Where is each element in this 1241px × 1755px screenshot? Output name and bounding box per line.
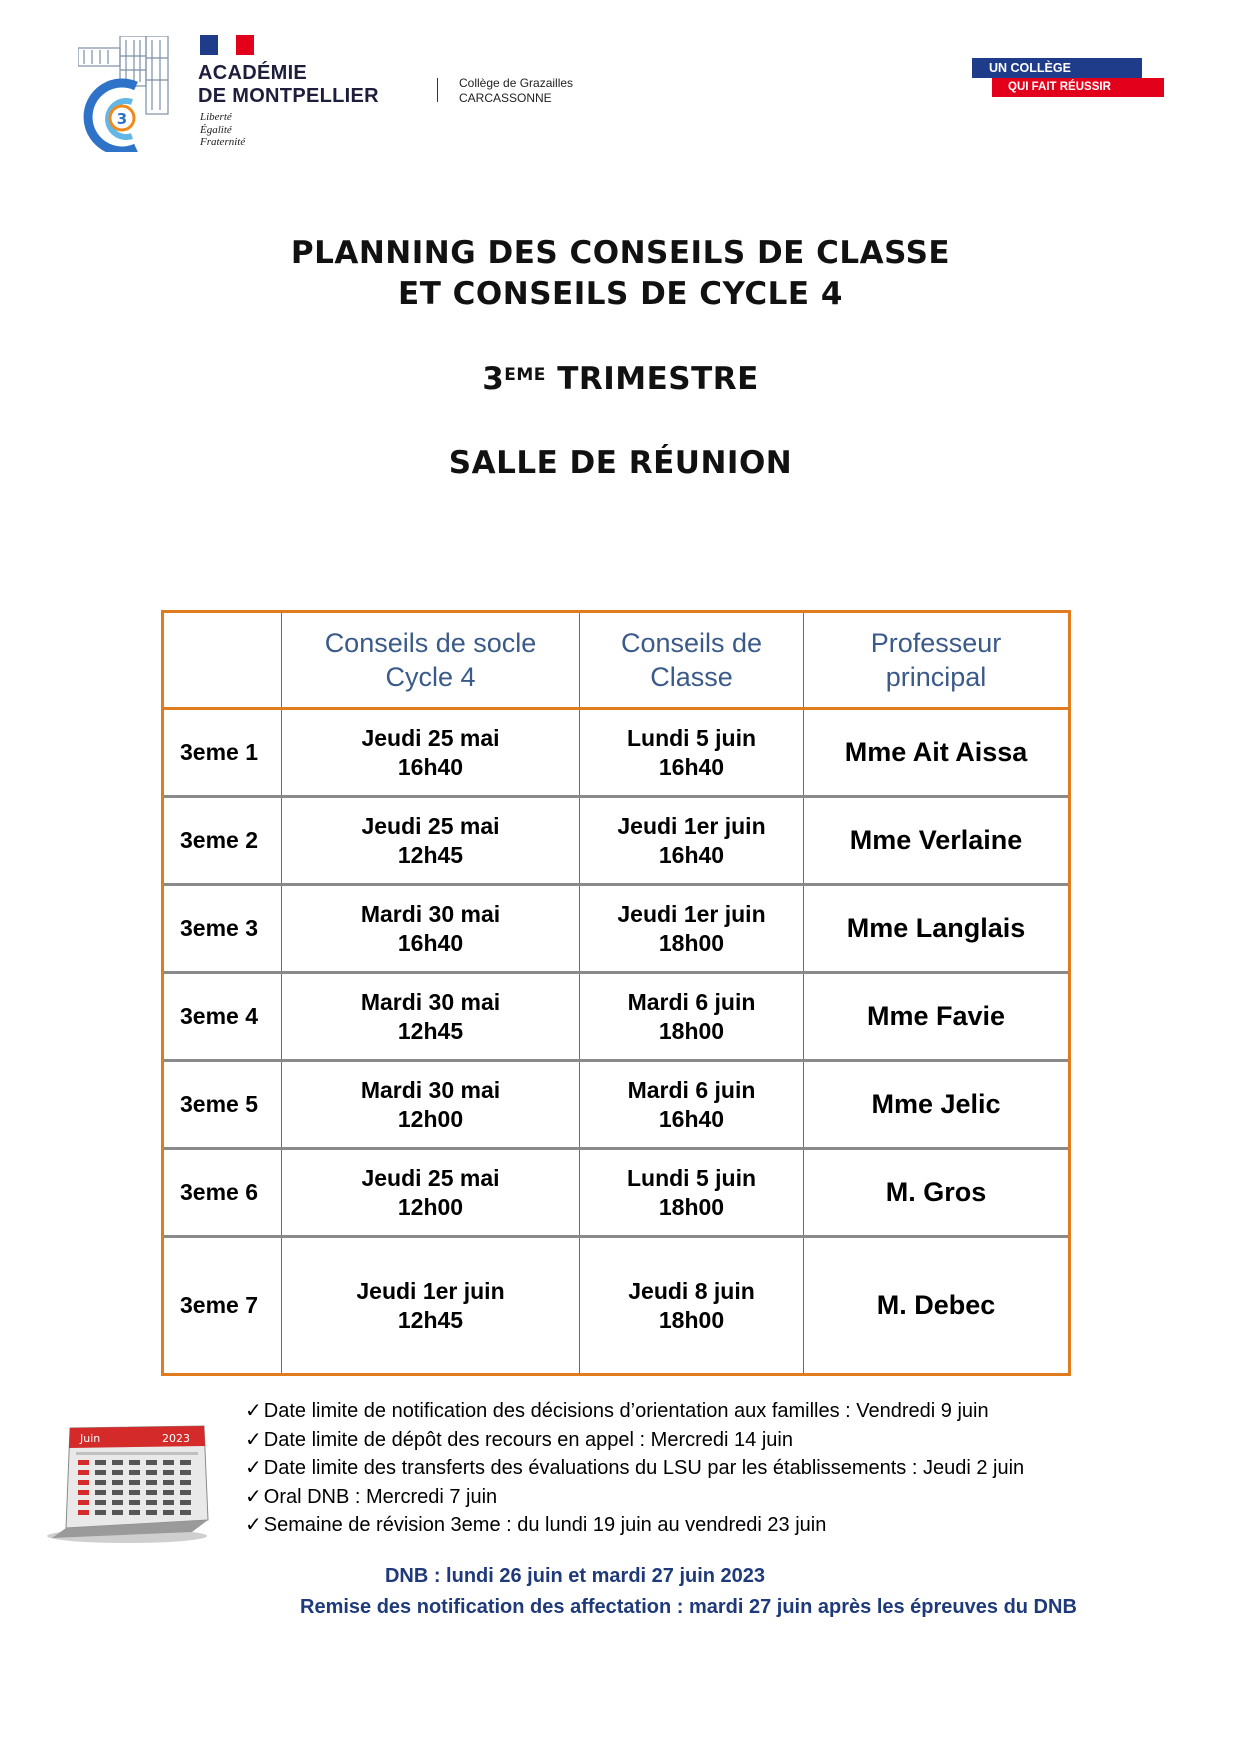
row-prof-cell: Mme Verlaine [849,825,1023,855]
list-item [245,1426,1024,1455]
check-icon: ✓ [245,1485,262,1508]
row-socle-cell [282,886,580,971]
calendar-day-mark [180,1510,191,1515]
calendar-day-mark [180,1490,191,1495]
calendar-day-mark [129,1500,140,1505]
calendar-day-mark [129,1460,140,1465]
socle-date: Jeudi 25 mai [361,724,500,751]
republic-flag-icon [200,35,254,55]
calendar-day-mark [180,1500,191,1505]
socle-time: 12h45 [397,1306,464,1333]
row-socle-cell [282,1150,580,1235]
calendar-day-mark [163,1490,174,1495]
motto-liberte: Liberté [200,111,232,123]
header-cell-classe [580,613,804,707]
calendar-day-mark [146,1470,157,1475]
calendar-day-mark [78,1490,89,1495]
academy-name [198,62,379,108]
row-classe-cell [580,710,804,795]
note-text: Date limite de dépôt des recours en appel : Mercredi 14 juin [263,1428,793,1451]
header-prof-line2: principal [885,662,987,692]
row-prof-cell: Mme Langlais [846,913,1026,943]
calendar-day-mark [146,1510,157,1515]
row-classe-cell [580,886,804,971]
calendar-day-mark [95,1480,106,1485]
classe-time: 16h40 [658,1105,725,1132]
row-socle-cell [282,1238,580,1373]
classe-time: 18h00 [658,929,725,956]
check-icon: ✓ [245,1514,262,1536]
header-cell-empty [164,613,282,707]
socle-time: 12h45 [397,1017,464,1044]
motto [200,111,245,149]
row-classe-cell [580,1150,804,1235]
calendar-day-mark [129,1490,140,1495]
socle-time: 16h40 [397,753,464,780]
row-prof-cell: Mme Favie [866,1001,1006,1031]
calendar-day-mark [163,1480,174,1485]
calendar-day-mark [180,1470,191,1475]
note-text: Oral DNB : Mercredi 7 juin [263,1485,498,1508]
header-separator [437,78,438,102]
row-prof-cell: M. Gros [885,1177,987,1207]
calendar-day-mark [129,1510,140,1515]
socle-date: Jeudi 25 mai [361,1164,500,1191]
planning-table [161,610,1071,1376]
classe-date: Lundi 5 juin [626,1164,757,1191]
header-cell-prof [804,613,1068,707]
page-title-block [0,233,1241,484]
table-row [164,886,1068,974]
list-item [245,1483,1024,1512]
calendar-day-mark [146,1480,157,1485]
calendar-day-mark [129,1480,140,1485]
trimestre-number: 3 [482,361,505,397]
note-text: Semaine de révision 3eme : du lundi 19 juin au vendredi 23 juin [263,1514,827,1536]
note-text: Date limite de notification des décisions d’orientation aux familles : Vendredi 9 juin [263,1400,989,1422]
list-item [245,1454,1024,1483]
row-class-label: 3eme 6 [164,1150,282,1235]
calendar-day-mark [78,1510,89,1515]
salle-title: SALLE DE RÉUNION [448,445,793,481]
socle-time: 12h00 [397,1105,464,1132]
classe-date: Lundi 5 juin [626,724,757,751]
calendar-day-mark [95,1460,106,1465]
college-city: CARCASSONNE [459,91,552,105]
socle-date: Mardi 30 mai [360,1076,501,1103]
calendar-day-mark [180,1460,191,1465]
row-socle-cell [282,1062,580,1147]
row-classe-cell [580,1238,804,1373]
calendar-day-mark [112,1460,123,1465]
footer-affectation: Remise des notification des affectation : mardi 27 juin après les épreuves du DNB [300,1596,1077,1618]
header-prof-line1: Professeur [870,628,1002,658]
trimestre-word: TRIMESTRE [545,361,759,397]
row-classe-cell [580,798,804,883]
calendar-day-mark [163,1510,174,1515]
page-header [0,0,1241,170]
motto-fraternite: Fraternité [200,136,246,148]
calendar-day-mark [95,1500,106,1505]
row-class-label: 3eme 4 [164,974,282,1059]
row-socle-cell [282,798,580,883]
calendar-day-mark [163,1460,174,1465]
classe-date: Jeudi 8 juin [628,1277,755,1304]
row-prof-cell: Mme Ait Aissa [844,737,1028,767]
motto-egalite: Égalité [200,123,232,136]
check-icon: ✓ [245,1457,262,1479]
socle-time: 12h45 [397,841,464,868]
header-socle-line1: Conseils de socle [324,628,537,658]
classe-date: Jeudi 1er juin [617,900,766,927]
check-icon: ✓ [245,1400,262,1422]
academy-logo-icon [78,36,188,152]
academy-name-line2: DE MONTPELLIER [198,85,379,107]
college-name-line1: Collège de Grazailles [459,76,574,90]
socle-date: Jeudi 1er juin [356,1277,505,1304]
title-line1: PLANNING DES CONSEILS DE CLASSE [290,235,951,271]
title-line2: ET CONSEILS DE CYCLE 4 [398,276,843,312]
classe-time: 18h00 [658,1017,725,1044]
calendar-day-mark [78,1470,89,1475]
table-header-row [164,613,1068,710]
classe-date: Mardi 6 juin [627,1076,756,1103]
row-class-label: 3eme 3 [164,886,282,971]
row-class-label: 3eme 2 [164,798,282,883]
header-socle-line2: Cycle 4 [385,662,476,692]
row-class-label: 3eme 5 [164,1062,282,1147]
row-classe-cell [580,1062,804,1147]
calendar-day-mark [112,1470,123,1475]
calendar-day-mark [163,1470,174,1475]
row-classe-cell [580,974,804,1059]
calendar-day-mark [129,1470,140,1475]
footer-dnb-dates: DNB : lundi 26 juin et mardi 27 juin 2023 [384,1565,766,1587]
calendar-day-mark [180,1480,191,1485]
trimestre-superscript: EME [504,365,546,385]
note-text: Date limite des transferts des évaluations du LSU par les établissements : Jeudi 2 juin [263,1457,1025,1479]
calendar-day-mark [112,1490,123,1495]
list-item [245,1397,1024,1426]
socle-time: 12h00 [397,1193,464,1220]
calendar-day-mark [78,1480,89,1485]
row-class-label: 3eme 1 [164,710,282,795]
socle-time: 16h40 [397,929,464,956]
badge-top: UN COLLÈGE [972,58,1142,78]
college-name [459,76,573,106]
calendar-day-mark [78,1460,89,1465]
svg-text:3: 3 [116,110,128,128]
header-cell-socle [282,613,580,707]
trimestre-title [0,359,1241,400]
calendar-day-mark [146,1490,157,1495]
row-class-label: 3eme 7 [164,1238,282,1373]
row-socle-cell [282,710,580,795]
calendar-day-mark [146,1500,157,1505]
calendar-day-mark [112,1510,123,1515]
academy-name-line1: ACADÉMIE [198,62,308,84]
calendar-year: 2023 [162,1432,190,1445]
socle-date: Jeudi 25 mai [361,812,500,839]
table-row [164,798,1068,886]
table-row [164,974,1068,1062]
calendar-day-mark [95,1470,106,1475]
header-classe-line1: Conseils de [620,628,763,658]
calendar-day-mark [95,1490,106,1495]
badge-bottom: QUI FAIT RÉUSSIR [992,78,1164,97]
table-row [164,1150,1068,1238]
calendar-day-mark [163,1500,174,1505]
classe-date: Mardi 6 juin [627,988,756,1015]
table-row [164,1062,1068,1150]
page-title [0,233,1241,315]
row-prof-cell: Mme Jelic [871,1089,1001,1119]
calendar-day-mark [146,1460,157,1465]
row-prof-cell: M. Debec [876,1290,996,1320]
socle-date: Mardi 30 mai [360,988,501,1015]
calendar-month: Juin [80,1432,101,1445]
classe-date: Jeudi 1er juin [617,812,766,839]
header-classe-line2: Classe [650,662,733,692]
check-icon: ✓ [245,1428,262,1451]
classe-time: 18h00 [658,1306,725,1333]
table-row [164,1238,1068,1373]
classe-time: 18h00 [658,1193,725,1220]
calendar-day-mark [78,1500,89,1505]
row-socle-cell [282,974,580,1059]
calendar-day-mark [112,1500,123,1505]
calendar-icon [42,1420,212,1544]
classe-time: 16h40 [658,841,725,868]
list-item [245,1511,1024,1540]
calendar-day-mark [95,1510,106,1515]
notes-list [245,1397,1024,1540]
table-row [164,710,1068,798]
socle-date: Mardi 30 mai [360,900,501,927]
calendar-day-mark [112,1480,123,1485]
classe-time: 16h40 [658,753,725,780]
